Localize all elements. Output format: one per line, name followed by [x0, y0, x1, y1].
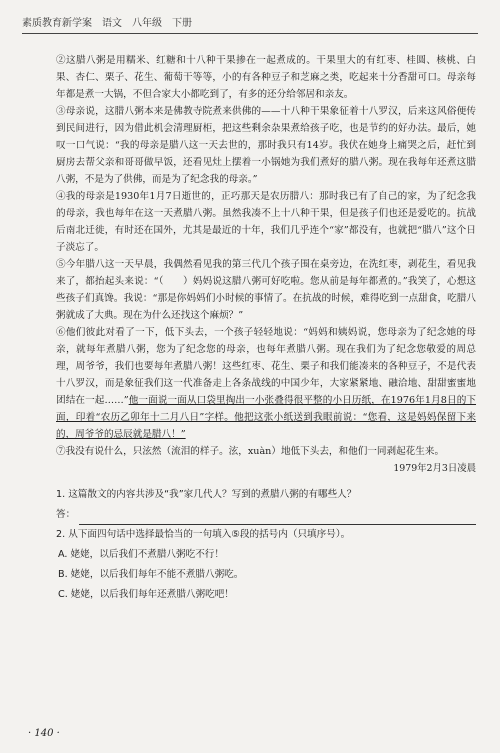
question-2: 2. 从下面四句话中选择最恰当的一句填入⑤段的括号内（只填序号）。: [56, 529, 351, 540]
paragraph-3: ③母亲说，这腊八粥本来是佛教寺院煮来供佛的——十八种干果象征着十八罗汉，后来这风俗便传到民间进行，因为借此机会清理厨柜，把这些剩余杂果煮给孩子吃，也是节约的好办法。最后，她叹一口气说：“我的母亲是腊八这一天去世的，那时我只有14岁。我伏在她身上痛哭之后，赶忙到厨房去帮父亲和哥哥做早饭，还看见灶上摆着一小锅她为我们煮好的腊八粥。现在我每年还煮这腊八粥，不是为了供佛，而是为了纪念我的母亲。”: [56, 106, 476, 185]
subject-label: 语文: [102, 18, 122, 29]
paragraph-6: [56, 324, 476, 443]
answer-row: [56, 505, 476, 525]
page-number: · 140 ·: [28, 728, 60, 739]
answer-label: 答：: [56, 509, 76, 520]
page-header: [22, 14, 478, 34]
question-1: 1. 这篇散文的内容共涉及“我”家几代人？写到的煮腊八粥的有哪些人？: [56, 489, 357, 500]
paragraph-7: ⑦我没有说什么，只泫然（流泪的样子。泫，xuàn）地低下头去，和他们一同剥起花生来。: [56, 446, 445, 457]
date-line: 1979年2月3日凌晨: [393, 463, 476, 474]
volume-label: 下册: [172, 18, 192, 29]
questions-section: [56, 485, 476, 605]
article-body: [56, 52, 476, 605]
paragraph-6-underlined: 他一面说一面从口袋里掏出一小张叠得很平整的小日历纸，在1976年1月8日的下面，印着“农历乙卯年十二月八日”字样。他把这张小纸送到我眼前说：“您看，这是妈妈保留下来的，周爷爷的忌辰就是腊八！”: [56, 395, 477, 440]
paragraph-4: ④我的母亲是1930年1月7日逝世的，正巧那天是农历腊八：那时我已有了自己的家，为了纪念我的母亲，我也每年在这一天煮腊八粥。虽然我凑不上十八种干果，但是孩子们也还是爱吃的。抗战后南北迁徙，有时还在国外，尤其是最近的十年，我们几乎连个“家”都没有，也就把“腊八”这个日子淡忘了。: [56, 191, 476, 253]
grade-label: 八年级: [132, 18, 162, 29]
paragraph-6-text: ⑥他们彼此对看了一下，低下头去，一个孩子轻轻地说：“妈妈和姨妈说，您母亲为了纪念她的母亲，就每年煮腊八粥，您为了纪念您的母亲，也每年煮腊八粥。现在我们为了纪念您敬爱的周总理，周爷爷，我们也要每年煮腊八粥！这些红枣、花生、栗子和我们能凑来的各种豆子，不是代表十八罗汉，而是象征我们这一代准备走上各条战线的中国少年，大家紧紧地、融洽地、甜甜蜜蜜地团结在一起……”: [56, 327, 476, 406]
paragraph-5: ⑤今年腊八这一天早晨，我偶然看见我的第三代几个孩子围在桌旁边，在洗红枣，剥花生，看见我来了，都抬起头来说：“（ ）妈妈说这腊八粥可好吃啦。您从前是每年都煮的。”我笑了，心想这些孩子们真馋。我说：“那是你妈妈们小时候的事情了。在抗战的时候，难得吃到一点甜食，吃腊八粥就成了大典。现在为什么还找这个麻烦？”: [56, 259, 476, 321]
option-c: C. 姥姥，以后我们每年还煮腊八粥吃吧！: [58, 589, 234, 600]
option-b: B. 姥姥，以后我们每年不能不煮腊八粥吃。: [58, 569, 244, 580]
series-title: 素质教育新学案: [22, 18, 92, 29]
answer-blank[interactable]: [79, 510, 476, 525]
option-a: A. 姥姥，以后我们不煮腊八粥吃不行！: [58, 549, 224, 560]
paragraph-2: ②这腊八粥是用糯米、红糖和十八种干果掺在一起煮成的。干果里大的有红枣、桂圆、核桃、白果、杏仁、栗子、花生、葡萄干等等，小的有各种豆子和芝麻之类，吃起来十分香甜可口。母亲每年都是煮一大锅，不但合家大小都吃到了，有多的还分给邻居和亲友。: [56, 55, 476, 100]
